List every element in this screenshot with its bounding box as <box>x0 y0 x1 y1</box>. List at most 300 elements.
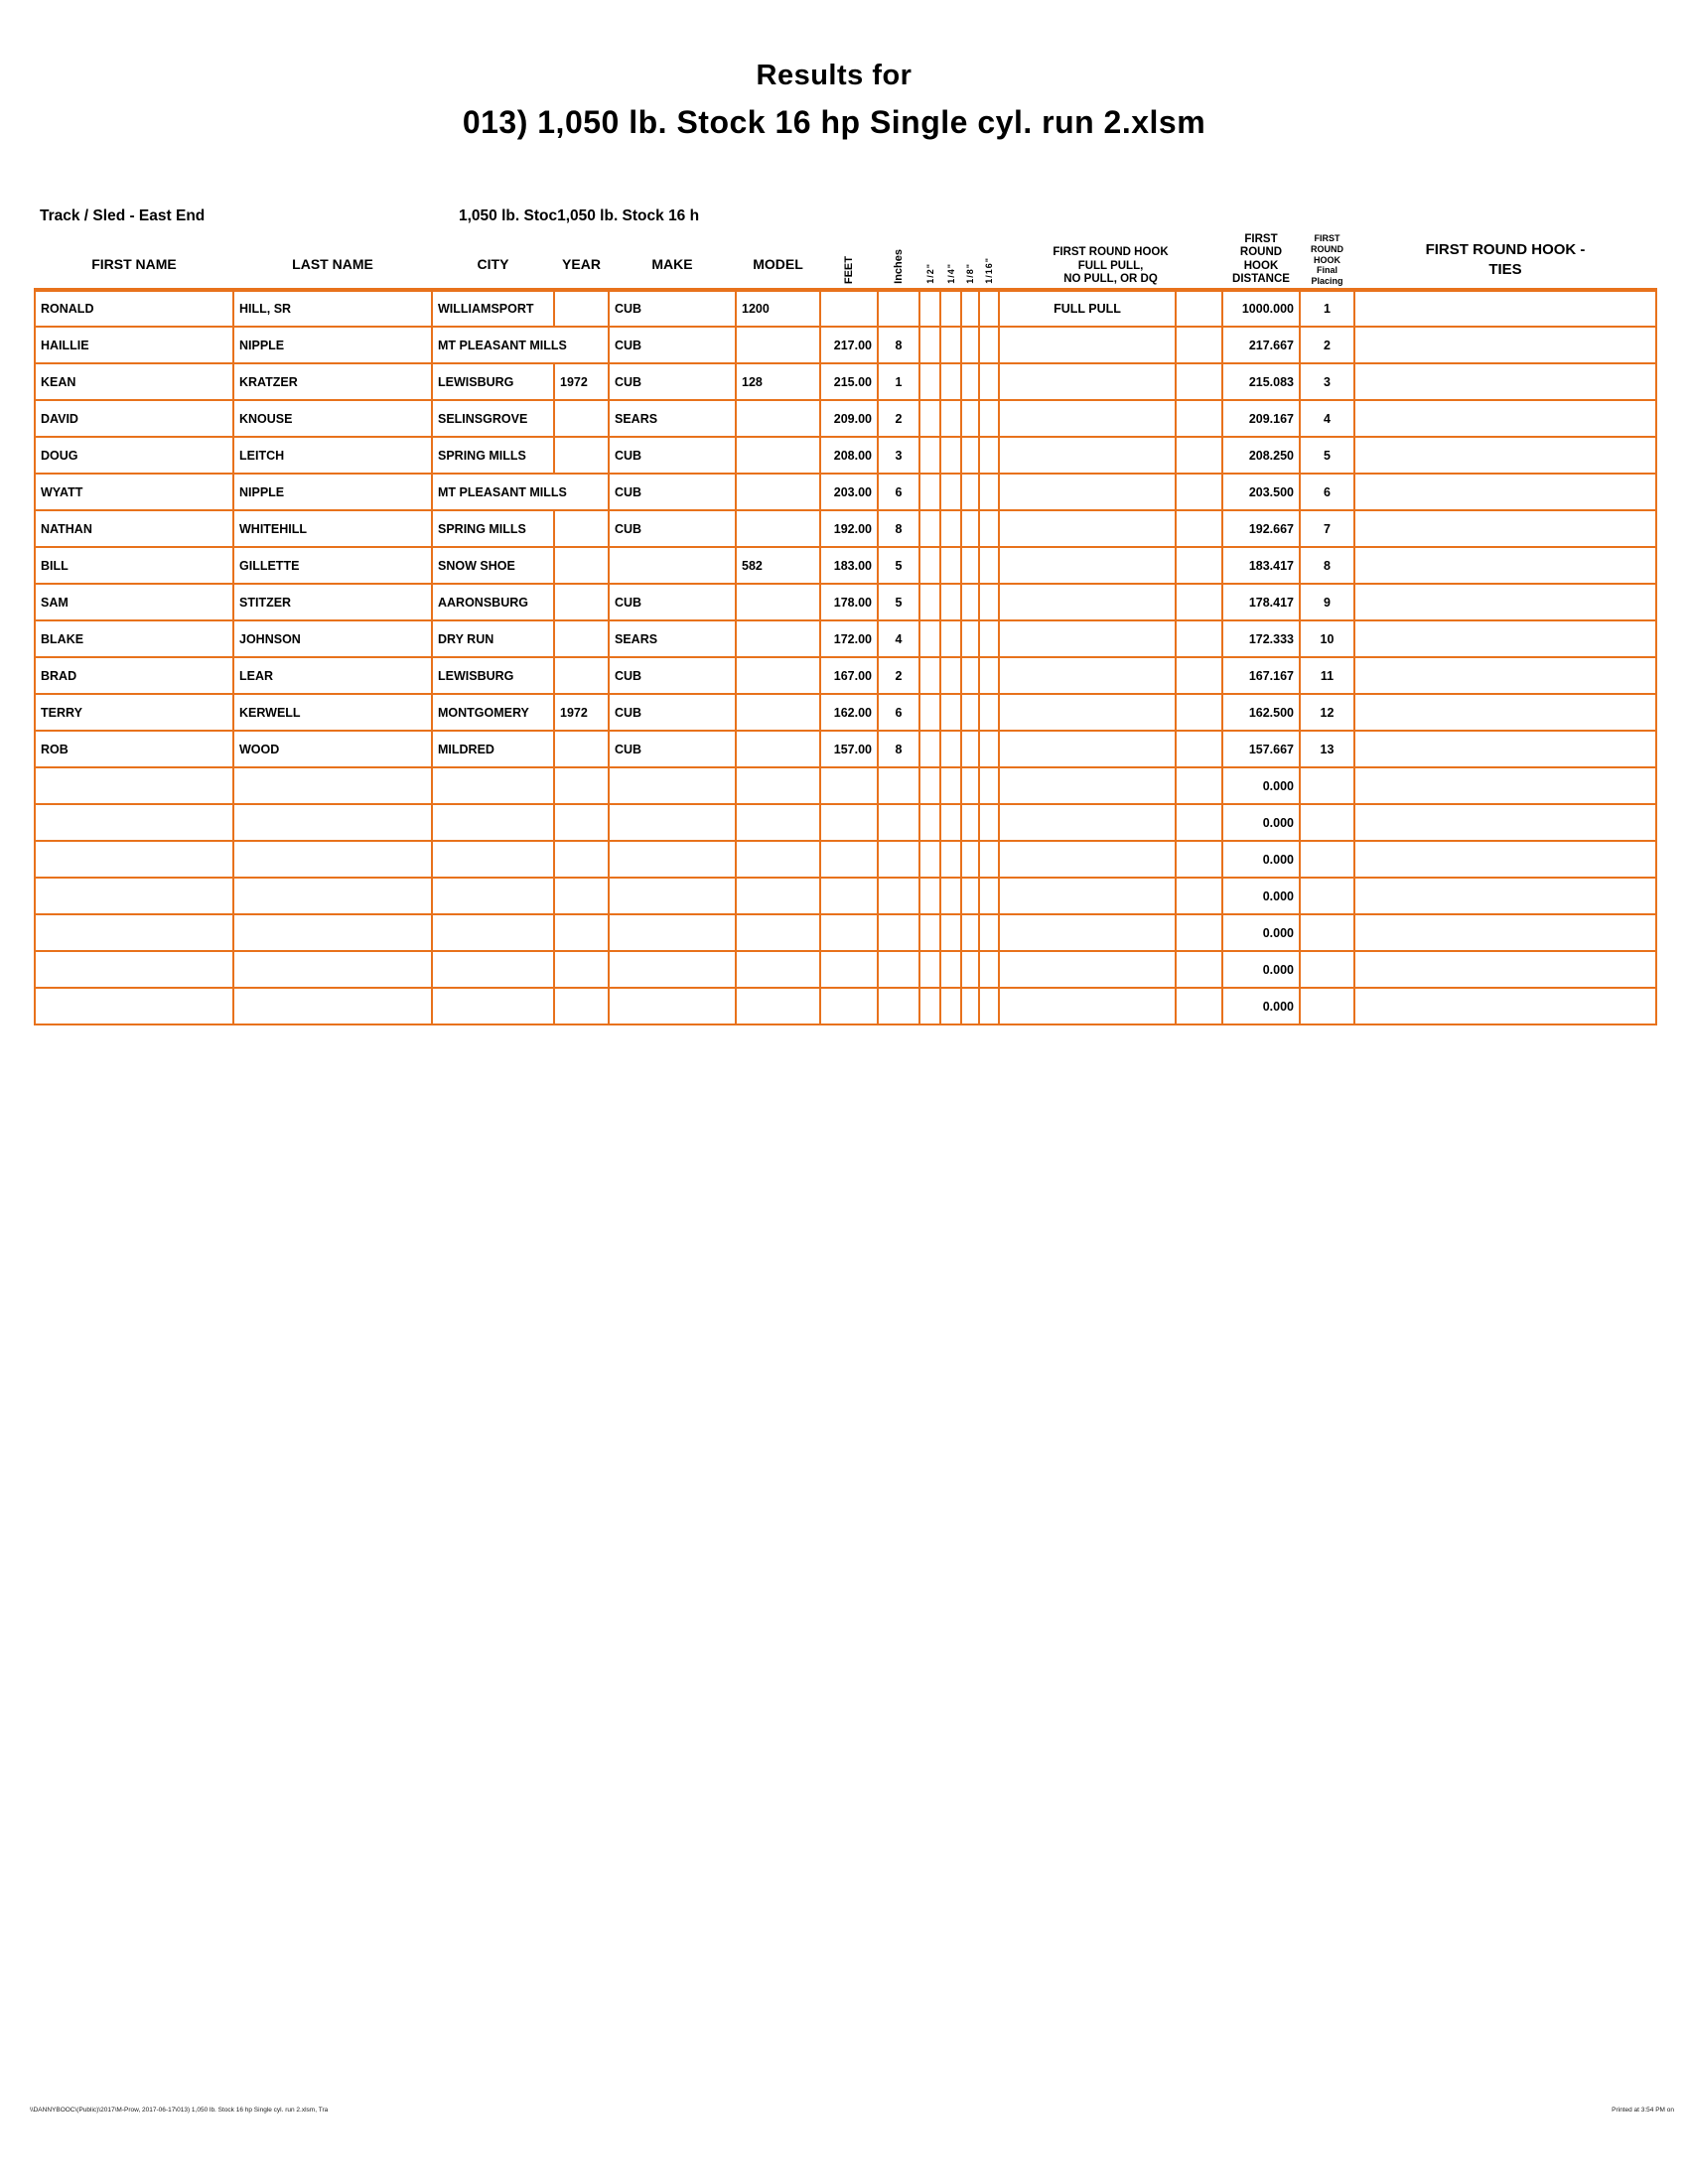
header-first-name: FIRST NAME <box>91 256 177 272</box>
inches-cell: 5 <box>878 584 919 620</box>
hook-result-spacer-cell <box>1176 547 1222 584</box>
hook-result-cell <box>999 914 1176 951</box>
half-inch-cell <box>919 804 940 841</box>
hook-result-spacer-cell <box>1176 327 1222 363</box>
sixteenth-inch-cell <box>979 510 999 547</box>
year-cell <box>554 841 609 878</box>
quarter-inch-cell <box>940 767 961 804</box>
make-cell <box>609 878 736 914</box>
placing-cell <box>1300 951 1354 988</box>
inches-cell: 6 <box>878 474 919 510</box>
first-name-cell <box>35 951 233 988</box>
last-name-cell: STITZER <box>233 584 432 620</box>
first-name-cell: SAM <box>35 584 233 620</box>
eighth-inch-cell <box>961 474 979 510</box>
sixteenth-inch-cell <box>979 804 999 841</box>
year-cell <box>554 914 609 951</box>
make-cell: CUB <box>609 657 736 694</box>
feet-cell: 217.00 <box>820 327 878 363</box>
year-cell <box>554 731 609 767</box>
last-name-cell <box>233 841 432 878</box>
quarter-inch-cell <box>940 694 961 731</box>
distance-cell: 0.000 <box>1222 988 1300 1024</box>
table-row <box>35 988 1656 1024</box>
header-hook-distance: FIRST ROUND HOOK DISTANCE <box>1232 232 1290 286</box>
inches-cell: 3 <box>878 437 919 474</box>
distance-cell: 0.000 <box>1222 767 1300 804</box>
inches-cell: 2 <box>878 657 919 694</box>
city-cell <box>432 914 554 951</box>
hook-result-spacer-cell <box>1176 988 1222 1024</box>
hook-result-cell <box>999 474 1176 510</box>
model-cell <box>736 437 820 474</box>
feet-cell: 178.00 <box>820 584 878 620</box>
model-cell <box>736 841 820 878</box>
track-sled-label: Track / Sled - East End <box>40 207 206 224</box>
first-name-cell <box>35 914 233 951</box>
distance-cell: 209.167 <box>1222 400 1300 437</box>
hook-result-cell <box>999 694 1176 731</box>
feet-cell: 162.00 <box>820 694 878 731</box>
sixteenth-inch-cell <box>979 657 999 694</box>
ties-cell <box>1354 841 1656 878</box>
hook-result-spacer-cell <box>1176 804 1222 841</box>
hook-result-cell <box>999 510 1176 547</box>
eighth-inch-cell <box>961 400 979 437</box>
make-cell <box>609 804 736 841</box>
results-body <box>35 290 1656 1024</box>
hook-result-spacer-cell <box>1176 878 1222 914</box>
eighth-inch-cell <box>961 914 979 951</box>
eighth-inch-cell <box>961 510 979 547</box>
ties-cell <box>1354 804 1656 841</box>
header-quarter-inch: 1/4" <box>945 263 956 284</box>
year-cell <box>554 547 609 584</box>
report-title <box>0 60 1668 141</box>
sixteenth-inch-cell <box>979 437 999 474</box>
feet-cell <box>820 767 878 804</box>
inches-cell <box>878 290 919 327</box>
feet-cell: 203.00 <box>820 474 878 510</box>
eighth-inch-cell <box>961 437 979 474</box>
header-last-name: LAST NAME <box>292 256 373 272</box>
placing-cell <box>1300 988 1354 1024</box>
hook-result-cell <box>999 400 1176 437</box>
ties-cell <box>1354 547 1656 584</box>
sixteenth-inch-cell <box>979 584 999 620</box>
first-name-cell: WYATT <box>35 474 233 510</box>
last-name-cell: LEAR <box>233 657 432 694</box>
table-row <box>35 841 1656 878</box>
make-cell: CUB <box>609 474 736 510</box>
first-name-cell: TERRY <box>35 694 233 731</box>
quarter-inch-cell <box>940 731 961 767</box>
quarter-inch-cell <box>940 620 961 657</box>
distance-cell: 208.250 <box>1222 437 1300 474</box>
half-inch-cell <box>919 363 940 400</box>
distance-cell: 203.500 <box>1222 474 1300 510</box>
half-inch-cell <box>919 731 940 767</box>
inches-cell <box>878 914 919 951</box>
quarter-inch-cell <box>940 804 961 841</box>
city-cell <box>432 767 554 804</box>
city-cell <box>432 804 554 841</box>
sixteenth-inch-cell <box>979 951 999 988</box>
inches-cell: 2 <box>878 400 919 437</box>
hook-result-spacer-cell <box>1176 290 1222 327</box>
model-cell: 582 <box>736 547 820 584</box>
header-year: YEAR <box>562 256 601 272</box>
footer-printed-at: Printed at 3:54 PM on <box>1612 2107 1674 2114</box>
first-name-cell <box>35 878 233 914</box>
placing-cell: 5 <box>1300 437 1354 474</box>
hook-result-spacer-cell <box>1176 400 1222 437</box>
last-name-cell <box>233 767 432 804</box>
placing-cell: 3 <box>1300 363 1354 400</box>
feet-cell: 208.00 <box>820 437 878 474</box>
city-cell: MONTGOMERY <box>432 694 554 731</box>
table-header <box>35 232 1656 290</box>
last-name-cell: LEITCH <box>233 437 432 474</box>
hook-result-cell <box>999 951 1176 988</box>
make-cell: SEARS <box>609 400 736 437</box>
eighth-inch-cell <box>961 620 979 657</box>
sixteenth-inch-cell <box>979 620 999 657</box>
eighth-inch-cell <box>961 327 979 363</box>
hook-result-spacer-cell <box>1176 914 1222 951</box>
table-row <box>35 767 1656 804</box>
last-name-cell: HILL, SR <box>233 290 432 327</box>
year-cell <box>554 290 609 327</box>
city-cell <box>432 878 554 914</box>
first-name-cell: NATHAN <box>35 510 233 547</box>
distance-cell: 172.333 <box>1222 620 1300 657</box>
placing-cell: 8 <box>1300 547 1354 584</box>
distance-cell: 178.417 <box>1222 584 1300 620</box>
table-row <box>35 584 1656 620</box>
first-name-cell: BRAD <box>35 657 233 694</box>
table-row <box>35 731 1656 767</box>
eighth-inch-cell <box>961 363 979 400</box>
year-cell <box>554 437 609 474</box>
year-cell <box>554 620 609 657</box>
make-cell <box>609 547 736 584</box>
city-cell: SPRING MILLS <box>432 510 554 547</box>
half-inch-cell <box>919 767 940 804</box>
hook-result-spacer-cell <box>1176 951 1222 988</box>
half-inch-cell <box>919 694 940 731</box>
make-cell <box>609 988 736 1024</box>
ties-cell <box>1354 400 1656 437</box>
feet-cell <box>820 914 878 951</box>
feet-cell <box>820 804 878 841</box>
quarter-inch-cell <box>940 878 961 914</box>
sixteenth-inch-cell <box>979 363 999 400</box>
eighth-inch-cell <box>961 767 979 804</box>
inches-cell: 4 <box>878 620 919 657</box>
table-row <box>35 510 1656 547</box>
placing-cell: 4 <box>1300 400 1354 437</box>
header-row <box>35 232 1656 290</box>
ties-cell <box>1354 988 1656 1024</box>
table-row <box>35 914 1656 951</box>
ties-cell <box>1354 694 1656 731</box>
hook-result-spacer-cell <box>1176 437 1222 474</box>
model-cell <box>736 804 820 841</box>
quarter-inch-cell <box>940 363 961 400</box>
make-cell: CUB <box>609 437 736 474</box>
inches-cell <box>878 951 919 988</box>
quarter-inch-cell <box>940 584 961 620</box>
sixteenth-inch-cell <box>979 878 999 914</box>
header-city: CITY <box>477 256 509 272</box>
first-name-cell: ROB <box>35 731 233 767</box>
table-row <box>35 437 1656 474</box>
feet-cell: 172.00 <box>820 620 878 657</box>
last-name-cell: NIPPLE <box>233 327 432 363</box>
first-name-cell <box>35 767 233 804</box>
inches-cell: 5 <box>878 547 919 584</box>
ties-cell <box>1354 510 1656 547</box>
table-row <box>35 327 1656 363</box>
quarter-inch-cell <box>940 841 961 878</box>
last-name-cell: JOHNSON <box>233 620 432 657</box>
half-inch-cell <box>919 584 940 620</box>
last-name-cell: KERWELL <box>233 694 432 731</box>
header-hook-placing: FIRST ROUND HOOK Final Placing <box>1311 233 1343 287</box>
city-cell: SPRING MILLS <box>432 437 554 474</box>
half-inch-cell <box>919 841 940 878</box>
feet-cell: 167.00 <box>820 657 878 694</box>
quarter-inch-cell <box>940 400 961 437</box>
quarter-inch-cell <box>940 988 961 1024</box>
inches-cell <box>878 988 919 1024</box>
ties-cell <box>1354 290 1656 327</box>
header-hook-result: FIRST ROUND HOOK FULL PULL, NO PULL, OR DQ <box>1053 246 1169 286</box>
inches-cell: 8 <box>878 327 919 363</box>
distance-cell: 183.417 <box>1222 547 1300 584</box>
sixteenth-inch-cell <box>979 988 999 1024</box>
sixteenth-inch-cell <box>979 731 999 767</box>
table-row <box>35 804 1656 841</box>
header-inches: Inches <box>893 249 905 284</box>
hook-result-spacer-cell <box>1176 841 1222 878</box>
hook-result-cell <box>999 731 1176 767</box>
inches-cell <box>878 804 919 841</box>
feet-cell <box>820 988 878 1024</box>
quarter-inch-cell <box>940 951 961 988</box>
feet-cell <box>820 951 878 988</box>
hook-result-spacer-cell <box>1176 510 1222 547</box>
table-row <box>35 547 1656 584</box>
feet-cell: 192.00 <box>820 510 878 547</box>
city-cell: AARONSBURG <box>432 584 554 620</box>
model-cell <box>736 731 820 767</box>
model-cell <box>736 951 820 988</box>
eighth-inch-cell <box>961 988 979 1024</box>
ties-cell <box>1354 620 1656 657</box>
model-cell: 1200 <box>736 290 820 327</box>
first-name-cell <box>35 841 233 878</box>
feet-cell <box>820 878 878 914</box>
half-inch-cell <box>919 510 940 547</box>
make-cell <box>609 841 736 878</box>
half-inch-cell <box>919 437 940 474</box>
hook-result-spacer-cell <box>1176 694 1222 731</box>
header-model: MODEL <box>753 256 803 272</box>
hook-result-cell <box>999 363 1176 400</box>
year-cell <box>554 767 609 804</box>
half-inch-cell <box>919 951 940 988</box>
make-cell <box>609 767 736 804</box>
year-cell: 1972 <box>554 363 609 400</box>
feet-cell: 209.00 <box>820 400 878 437</box>
half-inch-cell <box>919 400 940 437</box>
year-cell <box>554 510 609 547</box>
distance-cell: 162.500 <box>1222 694 1300 731</box>
city-cell: MT PLEASANT MILLS <box>432 327 609 363</box>
city-cell: SELINSGROVE <box>432 400 554 437</box>
make-cell: CUB <box>609 694 736 731</box>
make-cell: CUB <box>609 363 736 400</box>
ties-cell <box>1354 363 1656 400</box>
city-cell: LEWISBURG <box>432 363 554 400</box>
quarter-inch-cell <box>940 510 961 547</box>
model-cell <box>736 327 820 363</box>
half-inch-cell <box>919 988 940 1024</box>
placing-cell: 10 <box>1300 620 1354 657</box>
eighth-inch-cell <box>961 547 979 584</box>
hook-result-cell <box>999 804 1176 841</box>
table-row <box>35 657 1656 694</box>
model-cell <box>736 988 820 1024</box>
city-cell: MT PLEASANT MILLS <box>432 474 609 510</box>
model-cell <box>736 584 820 620</box>
distance-cell: 0.000 <box>1222 841 1300 878</box>
table-row <box>35 878 1656 914</box>
year-cell <box>554 584 609 620</box>
sixteenth-inch-cell <box>979 290 999 327</box>
half-inch-cell <box>919 327 940 363</box>
table-row <box>35 951 1656 988</box>
ties-cell <box>1354 767 1656 804</box>
sixteenth-inch-cell <box>979 767 999 804</box>
distance-cell: 215.083 <box>1222 363 1300 400</box>
hook-result-cell <box>999 657 1176 694</box>
ties-cell <box>1354 878 1656 914</box>
distance-cell: 0.000 <box>1222 914 1300 951</box>
placing-cell <box>1300 804 1354 841</box>
meta-row <box>0 207 1688 229</box>
hook-result-spacer-cell <box>1176 767 1222 804</box>
inches-cell <box>878 878 919 914</box>
city-cell: WILLIAMSPORT <box>432 290 554 327</box>
make-cell: CUB <box>609 290 736 327</box>
hook-result-spacer-cell <box>1176 657 1222 694</box>
distance-cell: 0.000 <box>1222 878 1300 914</box>
feet-cell: 183.00 <box>820 547 878 584</box>
model-cell <box>736 620 820 657</box>
page-title-line1: Results for <box>756 60 913 91</box>
half-inch-cell <box>919 290 940 327</box>
eighth-inch-cell <box>961 841 979 878</box>
distance-cell: 192.667 <box>1222 510 1300 547</box>
year-cell <box>554 400 609 437</box>
page-title-line2: 013) 1,050 lb. Stock 16 hp Single cyl. run 2.xlsm <box>462 104 1206 140</box>
first-name-cell: DAVID <box>35 400 233 437</box>
ties-cell <box>1354 584 1656 620</box>
half-inch-cell <box>919 547 940 584</box>
city-cell <box>432 841 554 878</box>
first-name-cell: RONALD <box>35 290 233 327</box>
model-cell <box>736 657 820 694</box>
year-cell <box>554 878 609 914</box>
last-name-cell: NIPPLE <box>233 474 432 510</box>
city-cell <box>432 951 554 988</box>
eighth-inch-cell <box>961 951 979 988</box>
year-cell: 1972 <box>554 694 609 731</box>
feet-cell <box>820 290 878 327</box>
hook-result-cell <box>999 327 1176 363</box>
inches-cell <box>878 841 919 878</box>
inches-cell: 8 <box>878 510 919 547</box>
footer-file-path: \\DANNYBOOC\(Public)\2017\M-Prow, 2017-06-17\013) 1,050 lb. Stock 16 hp Single cyl. run 2.xlsm, Tra <box>30 2107 329 2114</box>
sixteenth-inch-cell <box>979 914 999 951</box>
distance-cell: 157.667 <box>1222 731 1300 767</box>
hook-result-cell <box>999 841 1176 878</box>
distance-cell: 1000.000 <box>1222 290 1300 327</box>
header-sixteenth-inch: 1/16" <box>984 257 994 284</box>
hook-result-cell <box>999 988 1176 1024</box>
last-name-cell <box>233 988 432 1024</box>
placing-cell: 13 <box>1300 731 1354 767</box>
last-name-cell: KNOUSE <box>233 400 432 437</box>
last-name-cell <box>233 804 432 841</box>
eighth-inch-cell <box>961 290 979 327</box>
year-cell <box>554 988 609 1024</box>
results-table <box>34 232 1657 1025</box>
model-cell <box>736 767 820 804</box>
table-row <box>35 400 1656 437</box>
first-name-cell: BILL <box>35 547 233 584</box>
hook-result-cell <box>999 584 1176 620</box>
model-cell <box>736 510 820 547</box>
quarter-inch-cell <box>940 474 961 510</box>
city-cell: LEWISBURG <box>432 657 554 694</box>
year-cell <box>554 804 609 841</box>
ties-cell <box>1354 657 1656 694</box>
hook-result-cell: FULL PULL <box>999 290 1176 327</box>
header-hook-ties: FIRST ROUND HOOK - TIES <box>1425 240 1586 278</box>
sixteenth-inch-cell <box>979 694 999 731</box>
header-feet: FEET <box>843 255 855 284</box>
header-eighth-inch: 1/8" <box>965 263 975 284</box>
first-name-cell: KEAN <box>35 363 233 400</box>
feet-cell: 157.00 <box>820 731 878 767</box>
quarter-inch-cell <box>940 547 961 584</box>
make-cell: CUB <box>609 584 736 620</box>
results-table-container <box>34 232 1657 1025</box>
city-cell <box>432 988 554 1024</box>
model-cell <box>736 914 820 951</box>
ties-cell <box>1354 731 1656 767</box>
quarter-inch-cell <box>940 657 961 694</box>
half-inch-cell <box>919 878 940 914</box>
last-name-cell <box>233 878 432 914</box>
ties-cell <box>1354 474 1656 510</box>
sixteenth-inch-cell <box>979 841 999 878</box>
hook-result-cell <box>999 437 1176 474</box>
